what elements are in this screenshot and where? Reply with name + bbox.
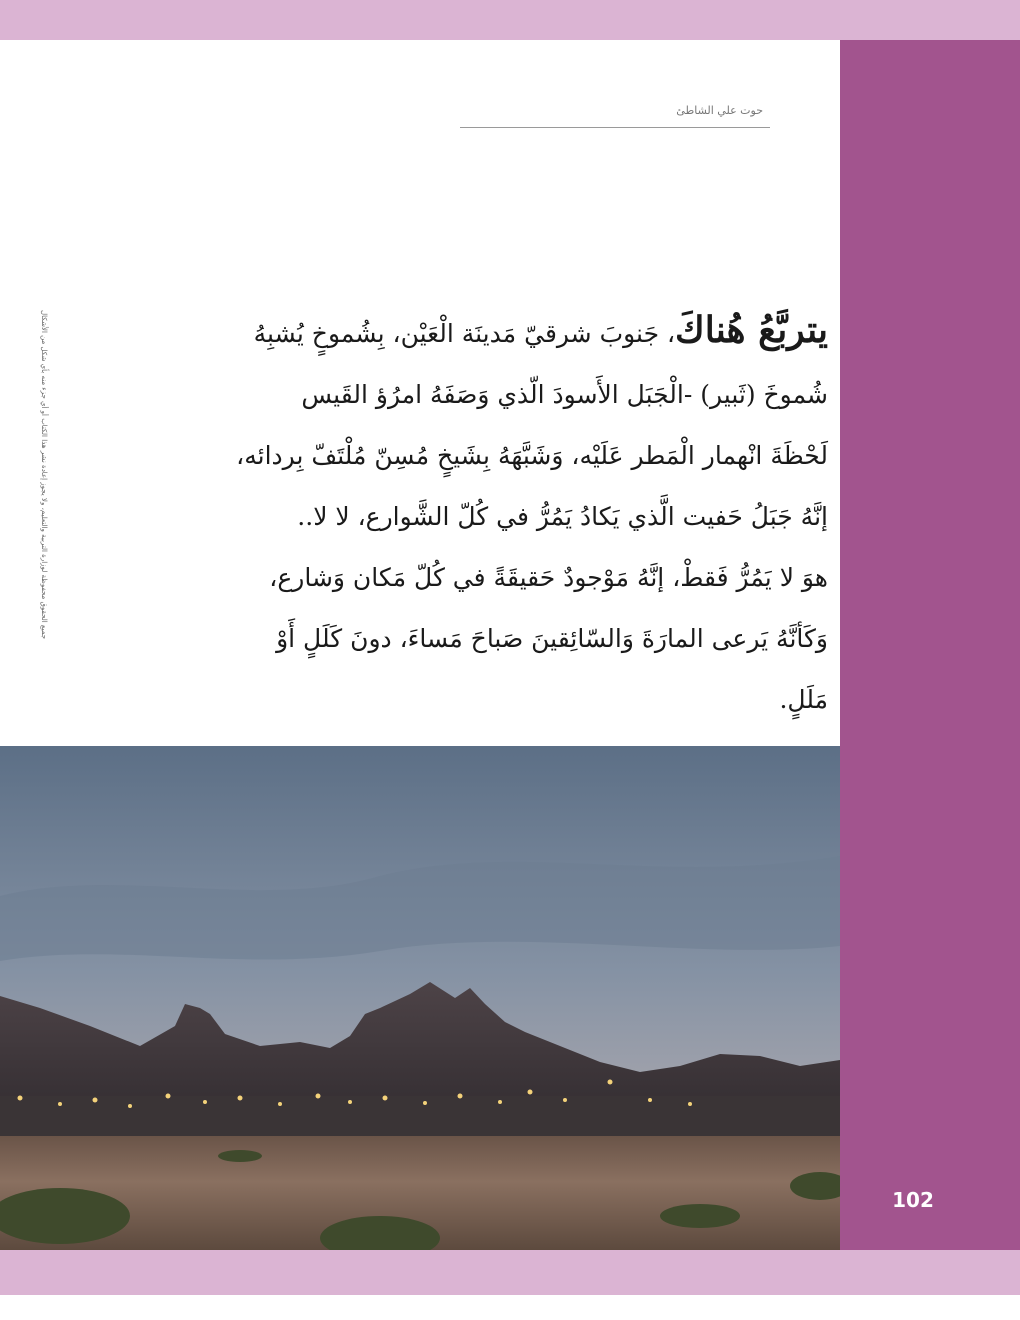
article-line-1 xyxy=(98,300,828,364)
running-head: حوت علي الشاطئ xyxy=(676,104,763,117)
side-color-panel xyxy=(840,40,1020,1250)
running-head-rule xyxy=(460,127,770,128)
lead-words: يتربَّعُ هُناكَ xyxy=(675,309,828,351)
page-number: 102 xyxy=(892,1188,934,1212)
town-strip xyxy=(0,1096,840,1136)
article-line-3: لَحْظَةَ انْهمار الْمَطر عَلَيْه، وَشَبَّهَهُ بِشَيخٍ مُسِنّ مُلْتَفّ بِردائه، xyxy=(236,441,828,470)
copyright-text: جميع الحقوق محفوظة لوزارة التربية والتعليم، ولا يجوز إعادة نشر هذا الكتاب أو أي جزء منه بأي شكل من الأشكال xyxy=(40,310,48,640)
article-body xyxy=(98,300,828,730)
article-line-7: مَلَلٍ. xyxy=(779,685,828,714)
article-line-2: شُموخَ (ثَبير) -الْجَبَل الأَسودَ الّذي وَصَفَهُ امرُؤ القَيس xyxy=(301,380,828,409)
article-line-5: هوَ لا يَمُرُّ فَقطْ، إنَّهُ مَوْجودٌ حَقيقَةً في كُلّ مَكان وَشارع، xyxy=(269,563,828,592)
article-line-6: وَكَأنَّهُ يَرعى المارَةَ وَالسّائِقينَ صَباحَ مَساءَ، دونَ كَلَلٍ أَوْ xyxy=(276,624,828,653)
mountain-dusk-photo xyxy=(0,746,840,1250)
photo-illustration xyxy=(0,746,840,1250)
top-color-band xyxy=(0,0,1020,40)
bottom-color-band xyxy=(0,1250,1020,1295)
article-line-4: إنَّهُ جَبَلُ حَفيت الَّذي يَكادُ يَمُرُّ في كُلّ الشَّوارع، لا لا.. xyxy=(297,502,828,531)
article-line-1-text: ، جَنوبَ شرقيّ مَدينَة الْعَيْن، بِشُموخٍ يُشبِهُ xyxy=(253,319,676,348)
